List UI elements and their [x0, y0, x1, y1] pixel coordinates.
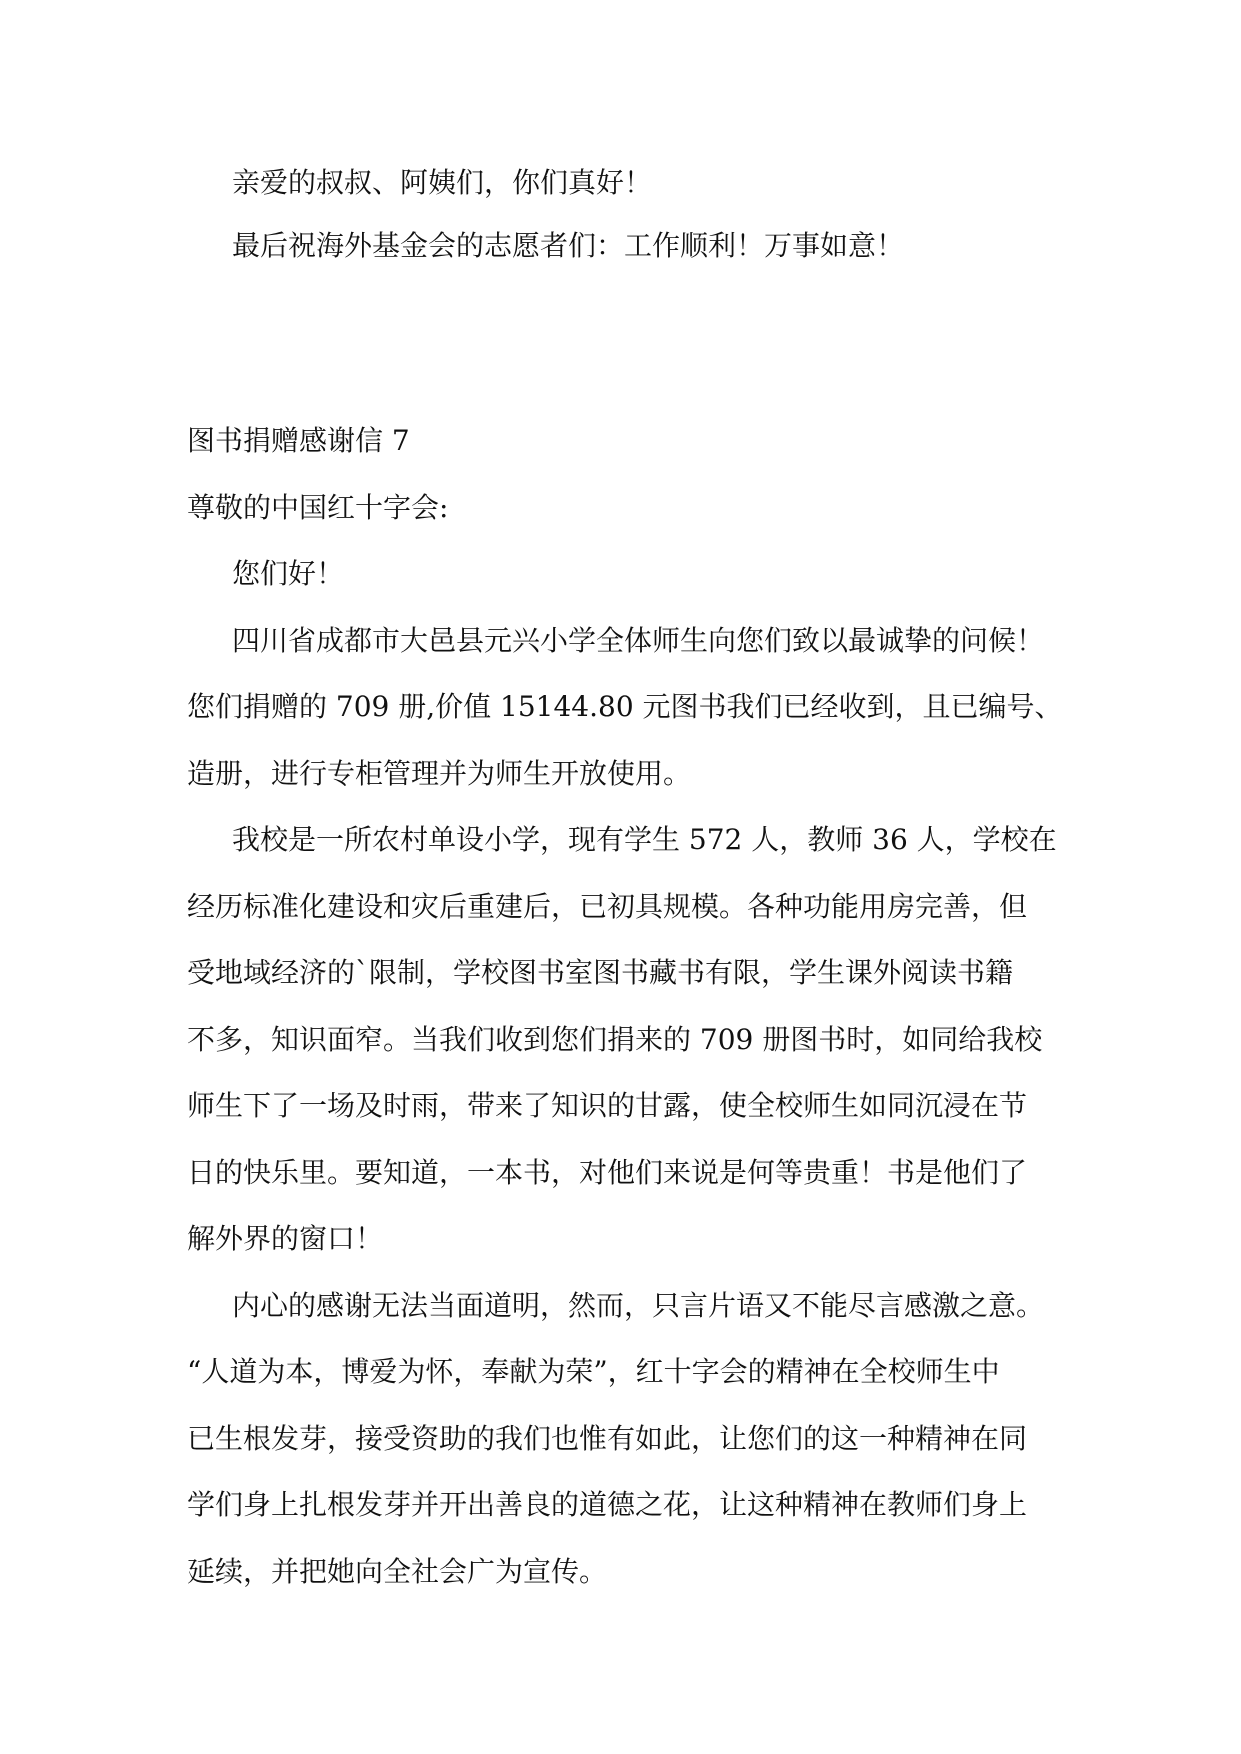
- closing-line-2: 最后祝海外基金会的志愿者们：工作顺利！万事如意！: [232, 229, 905, 262]
- body-line-3: 造册，进行专柜管理并为师生开放使用。: [187, 757, 692, 790]
- letter-title: 图书捐赠感谢信 7: [187, 424, 410, 457]
- body-line-14: 学们身上扎根发芽并开出善良的道德之花，让这种精神在教师们身上: [187, 1488, 1028, 1521]
- body-line-8: 师生下了一场及时雨，带来了知识的甘露，使全校师生如同沉浸在节: [187, 1089, 1028, 1122]
- closing-line-1: 亲爱的叔叔、阿姨们，你们真好！: [232, 166, 653, 199]
- body-line-9: 日的快乐里。要知道，一本书，对他们来说是何等贵重！书是他们了: [187, 1156, 1028, 1189]
- body-line-7: 不多，知识面窄。当我们收到您们捐来的 709 册图书时，如同给我校: [187, 1023, 1043, 1056]
- body-line-10: 解外界的窗口！: [187, 1222, 384, 1255]
- body-line-2: 您们捐赠的 709 册,价值 15144.80 元图书我们已经收到，且已编号、: [187, 690, 1063, 723]
- body-line-6: 受地域经济的`限制，学校图书室图书藏书有限，学生课外阅读书籍: [187, 956, 1014, 989]
- body-line-1: 四川省成都市大邑县元兴小学全体师生向您们致以最诚挚的问候！: [232, 624, 1045, 657]
- body-line-15: 延续，并把她向全社会广为宣传。: [187, 1555, 608, 1588]
- greeting: 您们好！: [232, 557, 345, 590]
- body-line-4: 我校是一所农村单设小学，现有学生 572 人，教师 36 人，学校在: [232, 823, 1057, 856]
- body-line-11: 内心的感谢无法当面道明，然而，只言片语又不能尽言感激之意。: [232, 1289, 1045, 1322]
- body-line-12: “人道为本，博爱为怀，奉献为荣”，红十字会的精神在全校师生中: [187, 1355, 1000, 1388]
- salutation: 尊敬的中国红十字会:: [187, 491, 449, 524]
- body-line-13: 已生根发芽，接受资助的我们也惟有如此，让您们的这一种精神在同: [187, 1422, 1028, 1455]
- body-line-5: 经历标准化建设和灾后重建后，已初具规模。各种功能用房完善，但: [187, 890, 1028, 923]
